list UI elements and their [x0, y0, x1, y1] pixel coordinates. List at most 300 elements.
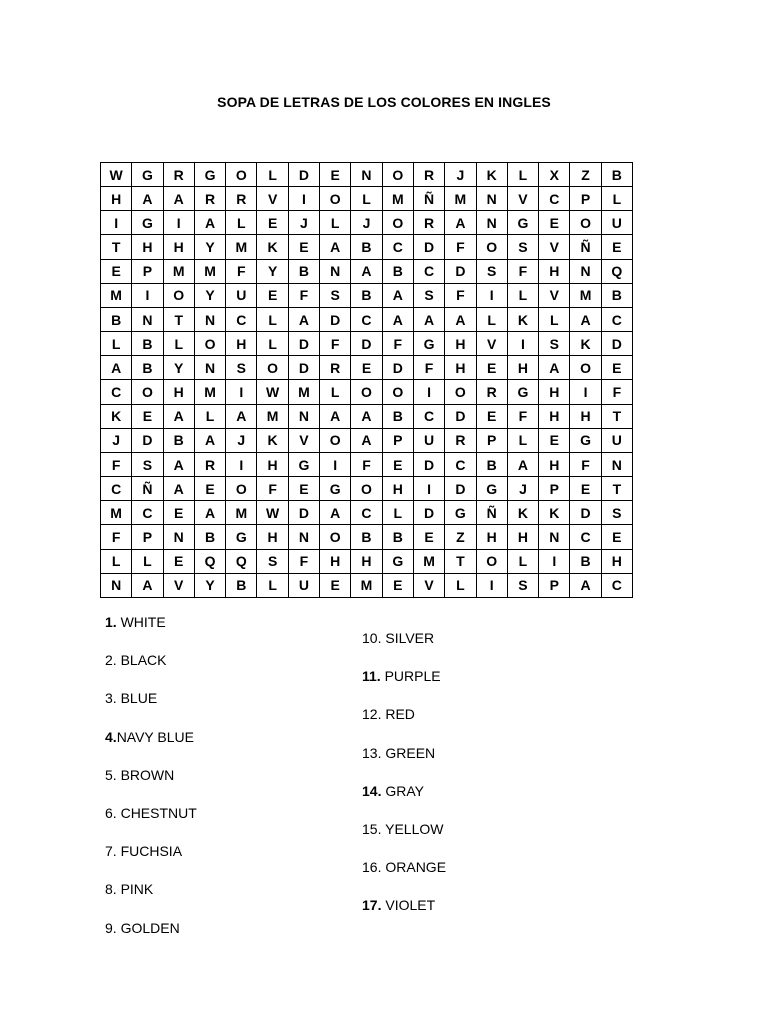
grid-cell: L [320, 380, 351, 404]
word-text: GREEN [385, 744, 436, 761]
grid-cell: D [414, 501, 445, 525]
grid-cell: A [445, 211, 476, 235]
grid-cell: A [195, 211, 226, 235]
word-list-item [105, 803, 197, 823]
grid-cell: H [445, 332, 476, 356]
word-list-item [105, 612, 166, 632]
grid-cell: M [195, 260, 226, 284]
grid-cell: L [195, 405, 226, 429]
word-text: VIOLET [385, 897, 436, 914]
grid-cell: B [383, 405, 414, 429]
word-text: SILVER [385, 630, 435, 646]
grid-cell: C [351, 308, 382, 332]
grid-cell: L [508, 429, 539, 453]
word-number: 2. [105, 652, 121, 669]
grid-cell: N [195, 308, 226, 332]
grid-cell: A [164, 405, 195, 429]
word-number: 14. [362, 782, 386, 799]
word-number: 11. [362, 668, 385, 685]
grid-cell: G [477, 477, 508, 501]
grid-cell: G [132, 163, 163, 187]
grid-cell: S [508, 235, 539, 259]
grid-cell: O [477, 550, 508, 574]
grid-cell: A [164, 477, 195, 501]
grid-cell: F [289, 284, 320, 308]
grid-cell: E [539, 429, 570, 453]
grid-cell: G [226, 525, 257, 549]
grid-cell: G [445, 501, 476, 525]
grid-cell: O [132, 380, 163, 404]
word-text: CHESTNUT [120, 805, 197, 821]
grid-cell: O [383, 163, 414, 187]
grid-cell: A [289, 308, 320, 332]
grid-cell: T [602, 405, 633, 429]
grid-cell: F [445, 235, 476, 259]
grid-cell: C [445, 453, 476, 477]
grid-cell: D [289, 501, 320, 525]
grid-cell: U [602, 429, 633, 453]
grid-cell: L [132, 550, 163, 574]
grid-cell: M [570, 284, 601, 308]
grid-cell: F [289, 550, 320, 574]
grid-cell: E [289, 477, 320, 501]
grid-cell: L [602, 187, 633, 211]
word-number: 10. [362, 630, 386, 646]
grid-cell: V [257, 187, 288, 211]
grid-cell: O [570, 356, 601, 380]
grid-cell: L [226, 211, 257, 235]
grid-cell: K [257, 429, 288, 453]
grid-cell: S [320, 284, 351, 308]
grid-cell: C [414, 405, 445, 429]
grid-cell: A [539, 356, 570, 380]
word-list-item [362, 781, 424, 801]
grid-cell: J [508, 477, 539, 501]
grid-cell: E [539, 211, 570, 235]
grid-cell: O [320, 525, 351, 549]
grid-cell: F [414, 356, 445, 380]
grid-cell: K [257, 235, 288, 259]
grid-cell: J [289, 211, 320, 235]
grid-cell: B [164, 429, 195, 453]
grid-cell: U [226, 284, 257, 308]
grid-cell: A [164, 187, 195, 211]
grid-cell: S [132, 453, 163, 477]
grid-cell: A [383, 308, 414, 332]
grid-cell: A [351, 429, 382, 453]
grid-cell: L [257, 308, 288, 332]
grid-cell: P [383, 429, 414, 453]
grid-cell: P [570, 187, 601, 211]
grid-cell: A [132, 187, 163, 211]
grid-cell: A [351, 405, 382, 429]
grid-cell: K [539, 501, 570, 525]
grid-cell: A [320, 235, 351, 259]
word-list-item [362, 666, 441, 686]
grid-cell: I [539, 550, 570, 574]
grid-cell: G [508, 211, 539, 235]
word-list-item [105, 879, 153, 899]
grid-cell: D [289, 356, 320, 380]
word-text: PINK [120, 881, 154, 898]
grid-cell: K [508, 501, 539, 525]
word-text: YELLOW [385, 821, 444, 837]
grid-cell: R [195, 453, 226, 477]
grid-cell: G [289, 453, 320, 477]
grid-cell: P [539, 477, 570, 501]
grid-cell: H [257, 453, 288, 477]
grid-cell: O [570, 211, 601, 235]
grid-cell: Y [164, 356, 195, 380]
grid-cell: O [164, 284, 195, 308]
word-list-item [105, 688, 157, 708]
grid-cell: M [257, 405, 288, 429]
grid-cell: I [289, 187, 320, 211]
grid-cell: D [351, 332, 382, 356]
grid-cell: V [539, 284, 570, 308]
grid-cell: B [383, 260, 414, 284]
grid-cell: C [101, 380, 132, 404]
grid-cell: C [414, 260, 445, 284]
word-text: GOLDEN [120, 919, 180, 936]
grid-cell: O [383, 211, 414, 235]
grid-cell: Z [445, 525, 476, 549]
grid-cell: M [289, 380, 320, 404]
grid-cell: H [508, 356, 539, 380]
grid-cell: T [445, 550, 476, 574]
grid-cell: R [477, 380, 508, 404]
grid-cell: A [195, 501, 226, 525]
grid-cell: H [602, 550, 633, 574]
grid-cell: Ñ [570, 235, 601, 259]
grid-cell: L [508, 284, 539, 308]
grid-cell: G [570, 429, 601, 453]
grid-cell: A [320, 405, 351, 429]
grid-cell: D [602, 332, 633, 356]
grid-cell: D [320, 308, 351, 332]
grid-cell: G [508, 380, 539, 404]
grid-cell: C [101, 477, 132, 501]
grid-cell: H [257, 525, 288, 549]
grid-cell: N [132, 308, 163, 332]
grid-cell: N [320, 260, 351, 284]
grid-cell: R [414, 211, 445, 235]
grid-cell: M [226, 235, 257, 259]
grid-cell: T [164, 308, 195, 332]
grid-cell: F [226, 260, 257, 284]
grid-cell: R [414, 163, 445, 187]
grid-cell: L [257, 332, 288, 356]
grid-cell: N [101, 574, 132, 598]
grid-cell: Y [195, 574, 226, 598]
grid-cell: L [101, 332, 132, 356]
grid-cell: I [508, 332, 539, 356]
grid-cell: U [602, 211, 633, 235]
grid-cell: Q [602, 260, 633, 284]
grid-cell: O [445, 380, 476, 404]
grid-cell: B [226, 574, 257, 598]
grid-cell: S [477, 260, 508, 284]
grid-cell: B [602, 163, 633, 187]
grid-cell: Ñ [132, 477, 163, 501]
grid-cell: B [351, 525, 382, 549]
grid-cell: D [414, 453, 445, 477]
grid-cell: A [508, 453, 539, 477]
grid-cell: H [539, 380, 570, 404]
grid-cell: I [164, 211, 195, 235]
grid-cell: L [477, 308, 508, 332]
grid-cell: I [570, 380, 601, 404]
grid-cell: T [101, 235, 132, 259]
grid-cell: J [445, 163, 476, 187]
grid-cell: F [445, 284, 476, 308]
word-list-item [362, 895, 435, 915]
grid-cell: L [320, 211, 351, 235]
grid-cell: B [132, 356, 163, 380]
grid-cell: I [414, 380, 445, 404]
word-number: 9. [105, 919, 121, 936]
grid-cell: W [257, 380, 288, 404]
grid-cell: D [289, 163, 320, 187]
grid-cell: N [289, 525, 320, 549]
grid-cell: V [414, 574, 445, 598]
grid-cell: F [570, 453, 601, 477]
word-search-grid [100, 162, 633, 598]
grid-cell: N [539, 525, 570, 549]
grid-cell: A [320, 501, 351, 525]
word-list-item [105, 727, 194, 747]
grid-cell: E [257, 211, 288, 235]
grid-cell: C [351, 501, 382, 525]
grid-cell: C [602, 574, 633, 598]
grid-cell: I [101, 211, 132, 235]
grid-cell: N [289, 405, 320, 429]
grid-cell: H [164, 380, 195, 404]
grid-cell: A [101, 356, 132, 380]
grid-cell: F [101, 453, 132, 477]
grid-cell: V [539, 235, 570, 259]
grid-cell: H [539, 405, 570, 429]
grid-cell: H [445, 356, 476, 380]
grid-cell: O [320, 187, 351, 211]
grid-cell: A [570, 308, 601, 332]
grid-cell: H [320, 550, 351, 574]
grid-cell: M [101, 284, 132, 308]
word-number: 16. [362, 859, 386, 876]
word-number: 1. [105, 614, 121, 630]
word-number: 15. [362, 821, 386, 837]
grid-cell: U [289, 574, 320, 598]
grid-cell: O [351, 380, 382, 404]
grid-cell: E [477, 405, 508, 429]
grid-cell: K [101, 405, 132, 429]
grid-cell: E [602, 525, 633, 549]
grid-cell: L [257, 163, 288, 187]
grid-cell: I [226, 453, 257, 477]
grid-cell: D [445, 405, 476, 429]
grid-cell: E [195, 477, 226, 501]
grid-cell: H [351, 550, 382, 574]
grid-cell: H [383, 477, 414, 501]
grid-cell: O [477, 235, 508, 259]
grid-cell: B [570, 550, 601, 574]
grid-cell: H [539, 260, 570, 284]
grid-cell: B [132, 332, 163, 356]
grid-cell: B [289, 260, 320, 284]
grid-cell: O [383, 380, 414, 404]
word-text: BROWN [120, 766, 175, 783]
word-list-item [362, 628, 434, 648]
word-list-item [105, 841, 182, 861]
grid-cell: I [320, 453, 351, 477]
grid-cell: F [257, 477, 288, 501]
grid-cell: E [132, 405, 163, 429]
grid-cell: E [477, 356, 508, 380]
word-text: PURPLE [384, 668, 441, 685]
grid-cell: E [320, 163, 351, 187]
grid-cell: C [383, 235, 414, 259]
grid-cell: Y [195, 284, 226, 308]
word-list-item [362, 857, 446, 877]
grid-cell: J [351, 211, 382, 235]
grid-cell: V [289, 429, 320, 453]
grid-cell: O [351, 477, 382, 501]
grid-cell: F [351, 453, 382, 477]
word-list-item [105, 765, 174, 785]
grid-cell: R [445, 429, 476, 453]
grid-cell: G [195, 163, 226, 187]
grid-cell: N [477, 211, 508, 235]
grid-cell: U [414, 429, 445, 453]
grid-cell: M [351, 574, 382, 598]
grid-cell: R [226, 187, 257, 211]
grid-cell: F [508, 405, 539, 429]
word-number: 17. [362, 897, 386, 914]
grid-cell: D [414, 235, 445, 259]
grid-cell: T [602, 477, 633, 501]
grid-cell: L [508, 550, 539, 574]
grid-cell: M [101, 501, 132, 525]
grid-cell: E [414, 525, 445, 549]
grid-cell: P [477, 429, 508, 453]
grid-cell: M [164, 260, 195, 284]
grid-cell: N [602, 453, 633, 477]
grid-cell: D [289, 332, 320, 356]
grid-cell: G [320, 477, 351, 501]
grid-cell: M [445, 187, 476, 211]
grid-cell: D [445, 477, 476, 501]
word-text: GRAY [385, 782, 424, 799]
grid-cell: M [195, 380, 226, 404]
grid-cell: E [570, 477, 601, 501]
grid-cell: L [164, 332, 195, 356]
grid-cell: E [289, 235, 320, 259]
word-number: 8. [105, 881, 121, 898]
grid-cell: I [477, 284, 508, 308]
word-number: 13. [362, 744, 386, 761]
grid-cell: A [351, 260, 382, 284]
grid-cell: Ñ [477, 501, 508, 525]
grid-cell: Ñ [414, 187, 445, 211]
word-text: BLACK [120, 652, 167, 669]
grid-cell: N [164, 525, 195, 549]
grid-cell: E [164, 550, 195, 574]
grid-cell: J [226, 429, 257, 453]
grid-cell: D [445, 260, 476, 284]
word-number: 6. [105, 805, 121, 821]
word-number: 3. [105, 690, 121, 707]
grid-cell: E [320, 574, 351, 598]
word-list-item [105, 650, 167, 670]
grid-cell: V [508, 187, 539, 211]
grid-cell: F [101, 525, 132, 549]
grid-cell: V [164, 574, 195, 598]
grid-cell: I [477, 574, 508, 598]
grid-cell: K [570, 332, 601, 356]
grid-cell: R [164, 163, 195, 187]
grid-cell: N [570, 260, 601, 284]
word-list-item [362, 743, 435, 763]
grid-cell: C [226, 308, 257, 332]
word-number: 7. [105, 843, 121, 860]
grid-cell: A [383, 284, 414, 308]
grid-cell: S [226, 356, 257, 380]
grid-cell: H [226, 332, 257, 356]
word-text: WHITE [120, 614, 166, 630]
grid-cell: S [414, 284, 445, 308]
grid-cell: E [383, 453, 414, 477]
grid-cell: G [383, 550, 414, 574]
word-number: 12. [362, 706, 386, 723]
grid-cell: K [477, 163, 508, 187]
grid-cell: F [508, 260, 539, 284]
grid-cell: H [101, 187, 132, 211]
grid-cell: F [383, 332, 414, 356]
word-list-item [105, 918, 180, 938]
grid-cell: W [101, 163, 132, 187]
grid-cell: X [539, 163, 570, 187]
grid-cell: O [257, 356, 288, 380]
grid-cell: B [351, 235, 382, 259]
grid-cell: E [383, 574, 414, 598]
grid-cell: M [226, 501, 257, 525]
grid-cell: H [132, 235, 163, 259]
grid-cell: E [257, 284, 288, 308]
grid-cell: I [132, 284, 163, 308]
grid-cell: N [195, 356, 226, 380]
grid-cell: C [570, 525, 601, 549]
grid-cell: D [132, 429, 163, 453]
word-number: 5. [105, 766, 121, 783]
grid-cell: A [445, 308, 476, 332]
grid-cell: L [383, 501, 414, 525]
grid-cell: Q [195, 550, 226, 574]
grid-cell: A [164, 453, 195, 477]
grid-cell: A [414, 308, 445, 332]
grid-cell: H [164, 235, 195, 259]
grid-cell: E [164, 501, 195, 525]
grid-cell: A [226, 405, 257, 429]
grid-cell: E [101, 260, 132, 284]
word-text: BLUE [120, 690, 158, 707]
grid-cell: L [445, 574, 476, 598]
grid-cell: B [602, 284, 633, 308]
grid-cell: A [195, 429, 226, 453]
grid-cell: Z [570, 163, 601, 187]
grid-cell: G [132, 211, 163, 235]
word-text: NAVY BLUE [116, 728, 194, 745]
grid-cell: N [477, 187, 508, 211]
